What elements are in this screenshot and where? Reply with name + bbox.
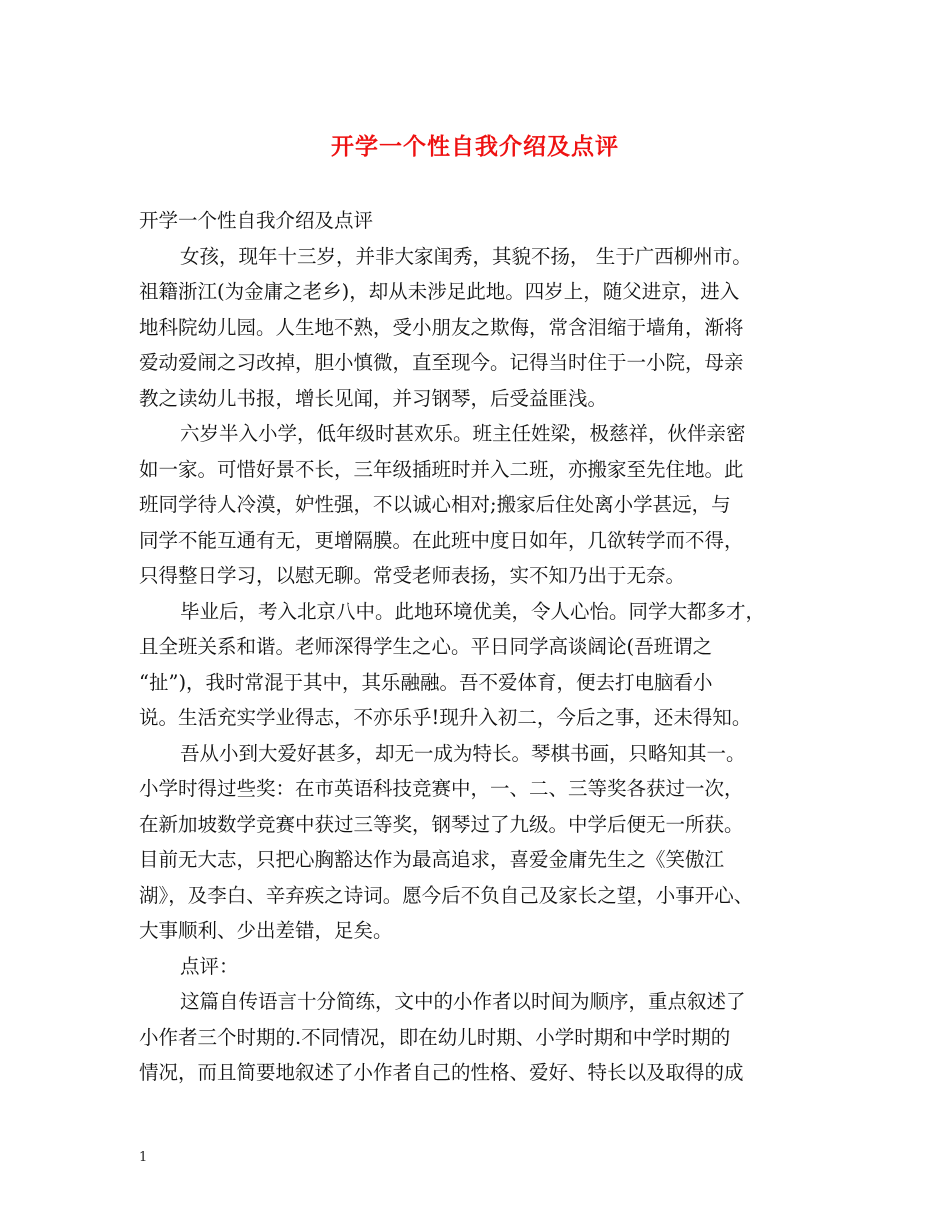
text-line: 班同学待人冷漠，妒性强，不以诚心相对;搬家后住处离小学甚远，与: [139, 493, 731, 516]
text-line: 情况，而且简要地叙述了小作者自己的性格、爱好、特长以及取得的成: [139, 1061, 744, 1084]
text-line: “扯”)，我时常混于其中，其乐融融。吾不爱体育，便去打电脑看小: [139, 670, 713, 694]
text-line: 说。生活充实学业得志，不亦乐乎!现升入初二，今后之事，还未得知。: [139, 706, 752, 729]
text-line: 爱动爱闹之习改掉，胆小慎微，直至现今。记得当时住于一小院，母亲: [139, 351, 744, 374]
text-line: 目前无大志，只把心胸豁达作为最高追求，喜爱金庸先生之《笑傲江: [139, 848, 725, 871]
text-line: 点评：: [180, 954, 239, 978]
text-line: 毕业后，考入北京八中。此地环境优美，令人心怡。同学大都多才，: [180, 599, 766, 623]
text-line: 小学时得过些奖：在市英语科技竞赛中，一、二、三等奖各获过一次，: [139, 777, 744, 800]
text-line: 同学不能互通有无，更增隔膜。在此班中度日如年，几欲转学而不得，: [139, 528, 744, 552]
document-title: 开学一个性自我介绍及点评: [331, 133, 619, 160]
text-line: 教之读幼儿书报，增长见闻，并习钢琴，后受益匪浅。: [139, 386, 608, 410]
text-line: 女孩，现年十三岁，并非大家闺秀，其貌不扬， 生于广西柳州市。: [180, 244, 752, 268]
text-line: 开学一个性自我介绍及点评: [139, 209, 374, 232]
document-body: [139, 203, 815, 1091]
text-line: 小作者三个时期的.不同情况，即在幼儿时期、小学时期和中学时期的: [139, 1025, 731, 1049]
text-line: 吾从小到大爱好甚多，却无一成为特长。琴棋书画，只略知其一。: [180, 741, 746, 765]
text-line: 这篇自传语言十分简练，文中的小作者以时间为顺序，重点叙述了: [180, 990, 746, 1013]
text-line: 湖》，及李白、辛弃疾之诗词。愿今后不负自己及家长之望，小事开心、: [139, 883, 754, 907]
text-line: 在新加坡数学竞赛中获过三等奖，钢琴过了九级。中学后便无一所获。: [139, 812, 744, 836]
text-line: 且全班关系和谐。老师深得学生之心。平日同学高谈阔论(吾班谓之: [139, 635, 713, 658]
text-line: 大事顺利、少出差错，足矣。: [139, 919, 393, 942]
text-line: 如一家。可惜好景不长，三年级插班时并入二班，亦搬家至先住地。此: [139, 457, 744, 481]
page-number: 1: [139, 1150, 148, 1165]
text-line: 六岁半入小学，低年级时甚欢乐。班主任姓梁，极慈祥，伙伴亲密: [180, 422, 746, 445]
text-line: 祖籍浙江(为金庸之老乡)，却从未涉足此地。四岁上，随父进京，进入: [139, 280, 740, 303]
text-line: 地科院幼儿园。人生地不熟，受小朋友之欺侮，常含泪缩于墙角，渐将: [139, 315, 744, 339]
text-line: 只得整日学习，以慰无聊。常受老师表扬，实不知乃出于无奈。: [139, 564, 686, 587]
